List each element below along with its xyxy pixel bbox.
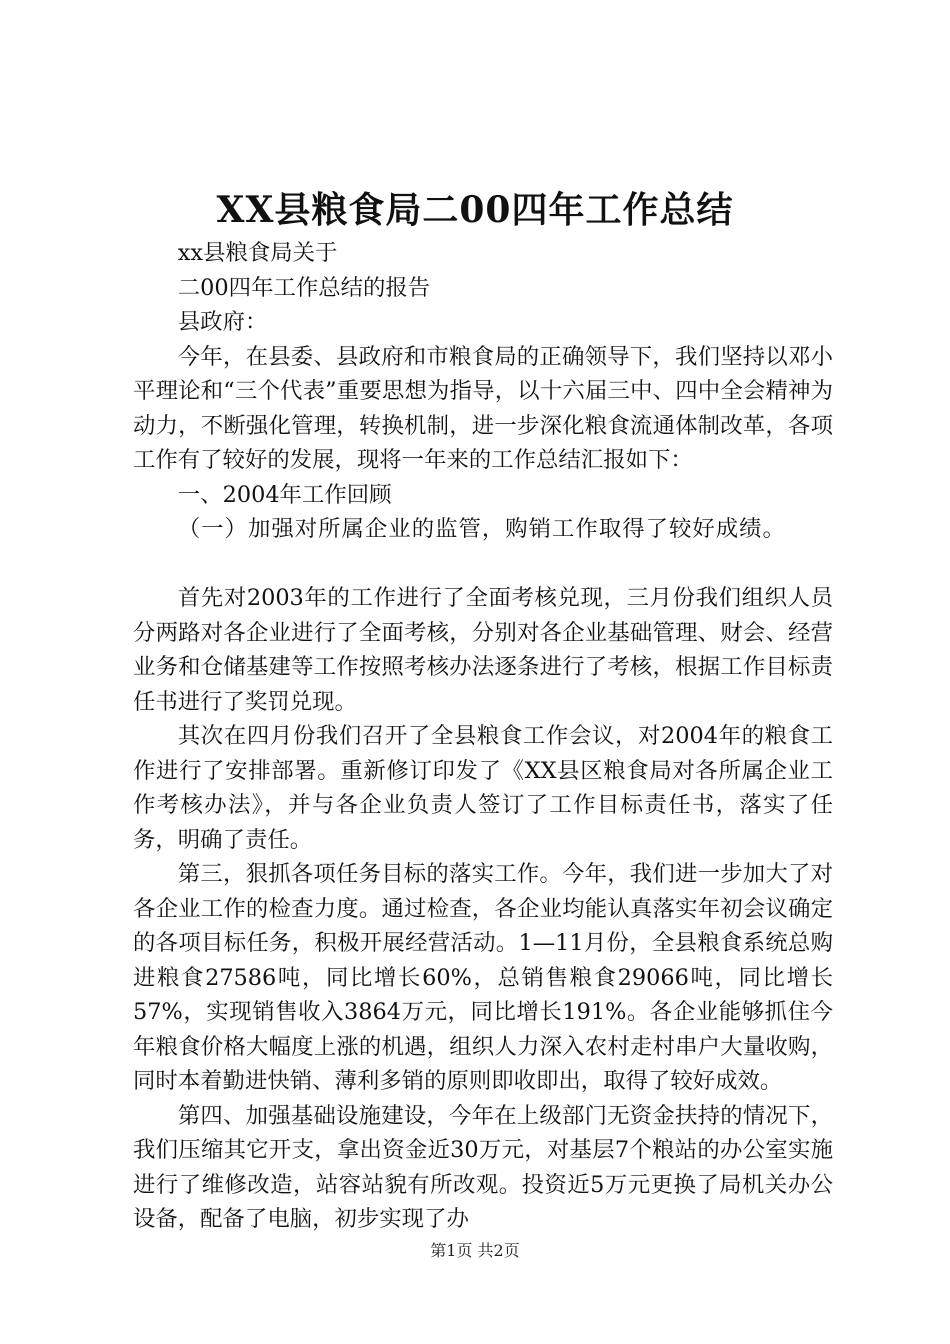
report-heading-line-2: 二00四年工作总结的报告 <box>177 274 431 301</box>
blank-line <box>133 547 833 582</box>
paragraph-fourth-text: 第四、加强基础设施建设，今年在上级部门无资金扶持的情况下，我们压缩其它开支，拿出资金近30万元，对基层7个粮站的办公室实施进行了维修改造，站容站貌有所改观。投资近5万元更换了局机关办公设备，配备了电脑，初步实现了办 <box>133 1102 833 1232</box>
paragraph-third <box>133 857 833 1099</box>
paragraph-first-text: 首先对2003年的工作进行了全面考核兑现，三月份我们组织人员分两路对各企业进行了全面考核，分别对各企业基础管理、财会、经营业务和仓储基建等工作按照考核办法逐条进行了考核，根据工作目标责任书进行了奖罚兑现。 <box>133 585 833 715</box>
paragraph-second-text: 其次在四月份我们召开了全县粮食工作会议，对2004年的粮食工作进行了安排部署。重新修订印发了《XX县区粮食局对各所属企业工作考核办法》，并与各企业负责人签订了工作目标责任书，落实了任务，明确了责任。 <box>133 723 833 853</box>
paragraph-third-text: 第三，狠抓各项任务目标的落实工作。今年，我们进一步加大了对各企业工作的检查力度。通过检查，各企业均能认真落实年初会议确定的各项目标任务，积极开展经营活动。1—11月份，全县粮食系统总购进粮食27586吨，同比增长60%，总销售粮食29066吨，同比增长57%，实现销售收入3864万元，同比增长191%。各企业能够抓住今年粮食价格大幅度上涨的机遇，组织人力深入农村走村串户大量收购，同时本着勤进快销、薄利多销的原则即收即出，取得了较好成效。 <box>133 861 833 1094</box>
subsection-heading: （一）加强对所属企业的监管，购销工作取得了较好成绩。 <box>177 516 786 542</box>
paragraph-first <box>133 581 833 719</box>
intro-paragraph <box>133 340 833 478</box>
paragraph-fourth <box>133 1099 833 1237</box>
paragraph-second <box>133 719 833 857</box>
intro-paragraph-text: 今年，在县委、县政府和市粮食局的正确领导下，我们坚持以邓小平理论和“三个代表”重要思想为指导，以十六届三中、四中全会精神为动力，不断强化管理，转换机制，进一步深化粮食流通体制改革，各项工作有了较好的发展，现将一年来的工作总结汇报如下： <box>133 343 833 473</box>
document-body <box>133 236 833 1237</box>
page-number-footer: 第1页 共2页 <box>430 1241 520 1260</box>
section-heading: 一、2004年工作回顾 <box>177 481 392 508</box>
document-title: XX县粮食局二00四年工作总结 <box>216 189 734 231</box>
salutation: 县政府： <box>177 309 268 335</box>
report-heading-line-1: xx县粮食局关于 <box>177 240 338 266</box>
